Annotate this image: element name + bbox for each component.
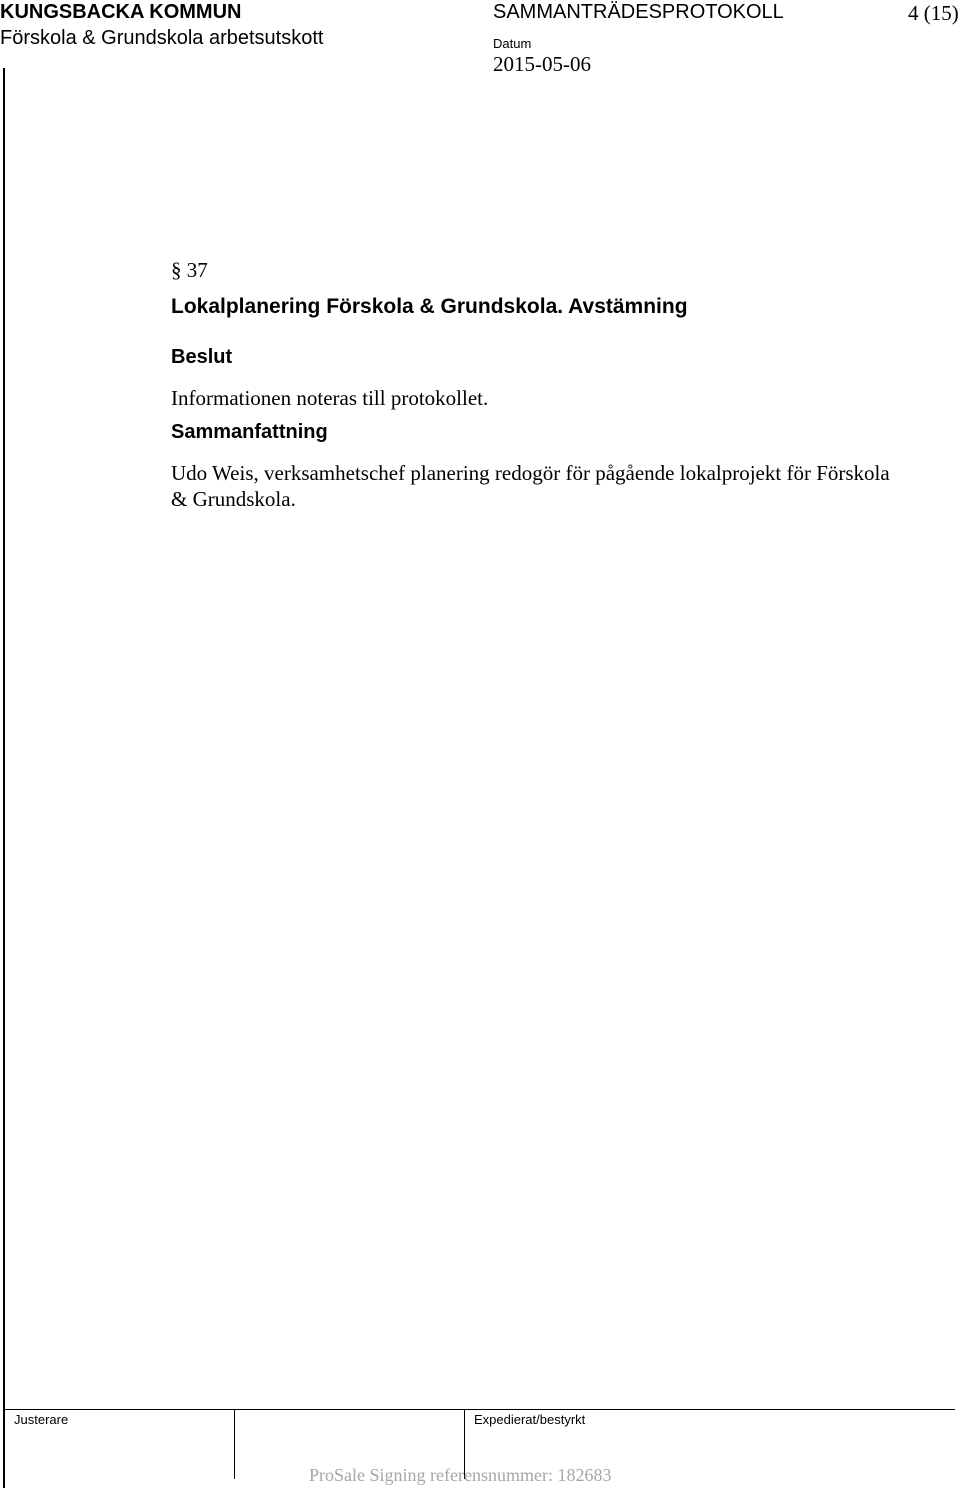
date-label: Datum xyxy=(493,36,532,51)
section-title: Lokalplanering Förskola & Grundskola. Avstämning xyxy=(171,295,688,318)
decision-text: Informationen noteras till protokollet. xyxy=(171,386,489,410)
justerare-label: Justerare xyxy=(14,1412,69,1427)
margin-rule xyxy=(3,68,5,1488)
footer-rule xyxy=(4,1409,955,1410)
footer-divider xyxy=(234,1409,235,1479)
signing-reference-watermark: ProSale Signing referensnummer: 182683 xyxy=(309,1465,612,1485)
page-number: 4 (15) xyxy=(908,1,959,25)
date-value: 2015-05-06 xyxy=(493,52,591,76)
summary-heading: Sammanfattning xyxy=(171,421,328,443)
committee-name: Förskola & Grundskola arbetsutskott xyxy=(0,27,324,49)
summary-text: Udo Weis, verksamhetschef planering redogör för pågående lokalprojekt för Förskola & Grundskola. xyxy=(171,461,890,511)
organization-name: KUNGSBACKA KOMMUN xyxy=(0,1,242,23)
document-type: SAMMANTRÄDESPROTOKOLL xyxy=(493,1,784,23)
section-number: § 37 xyxy=(171,258,208,282)
decision-heading: Beslut xyxy=(171,346,233,368)
expedierat-label: Expedierat/bestyrkt xyxy=(474,1412,586,1427)
